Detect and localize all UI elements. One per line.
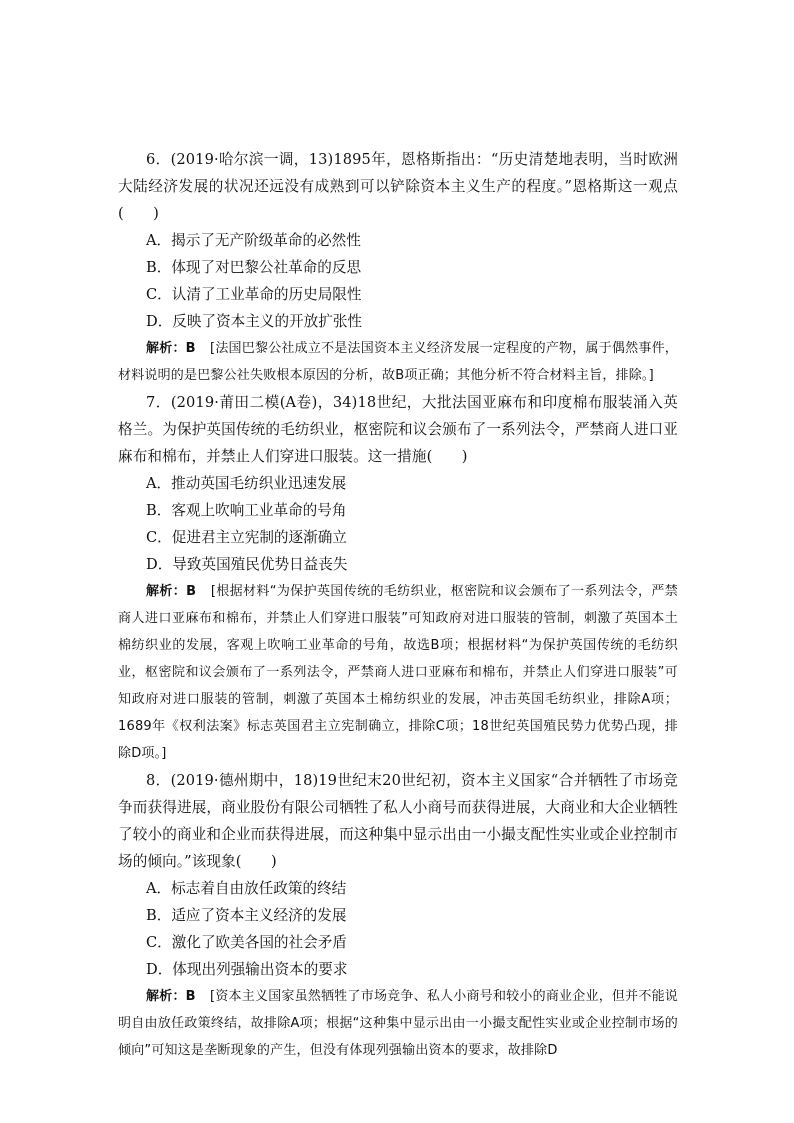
- analysis-label: 解析：B: [146, 584, 197, 599]
- option-a: A．揭示了无产阶级革命的必然性: [146, 232, 361, 249]
- analysis-label: 解析：B: [146, 989, 196, 1004]
- option-d: D．导致英国殖民优势日益丧失: [146, 556, 348, 573]
- analysis-label: 解析：B: [146, 341, 196, 356]
- option-d: D．体现出列强输出资本的要求: [146, 961, 348, 978]
- analysis: [118, 983, 678, 1064]
- option-c: C．认清了工业革命的历史局限性: [146, 286, 362, 303]
- option-b: B．客观上吹响工业革命的号角: [146, 502, 347, 519]
- option-a: A．推动英国毛纺织业迅速发展: [146, 475, 347, 492]
- option-b: B．体现了对巴黎公社革命的反思: [146, 259, 362, 276]
- question-stem: 6．(2019·哈尔滨一调，13)1895年，恩格斯指出：“历史清楚地表明，当时欧洲大陆经济发展的状况还远没有成熟到可以铲除资本主义生产的程度。”恩格斯这一观点( ): [118, 151, 678, 222]
- question-8: [118, 767, 678, 1064]
- question-7: [118, 389, 678, 767]
- question-6: [118, 146, 678, 389]
- question-stem: 7．(2019·莆田二模(A卷)，34)18世纪，大批法国亚麻布和印度棉布服装涌入英格兰。为保护英国传统的毛纺织业，枢密院和议会颁布了一系列法令，严禁商人进口亚麻布和棉布，并禁止人们穿进口服装。这一措施( ): [118, 394, 678, 465]
- option-d: D．反映了资本主义的开放扩张性: [146, 313, 363, 330]
- analysis: [118, 335, 678, 389]
- option-a: A．标志着自由放任政策的终结: [146, 880, 347, 897]
- option-b: B．适应了资本主义经济的发展: [146, 907, 347, 924]
- page-content: [118, 146, 678, 1064]
- option-c: C．激化了欧美各国的社会矛盾: [146, 934, 347, 951]
- analysis-text: [法国巴黎公社成立不是法国资本主义经济发展一定程度的产物，属于偶然事件，材料说明的是巴黎公社失败根本原因的分析，故B项正确；其他分析不符合材料主旨，排除。]: [118, 341, 679, 383]
- option-c: C．促进君主立宪制的逐渐确立: [146, 529, 347, 546]
- question-stem: 8．(2019·德州期中，18)19世纪末20世纪初，资本主义国家“合并牺牲了市场竞争而获得进展，商业股份有限公司牺牲了私人小商号而获得进展，大商业和大企业牺牲了较小的商业和企业而获得进展，而这种集中显示出由一小撮支配性实业或企业控制市场的倾向。”该现象( ): [118, 772, 678, 870]
- analysis: [118, 578, 678, 767]
- analysis-text: [资本主义国家虽然牺牲了市场竞争、私人小商号和较小的商业企业，但并不能说明自由放任政策终结，故排除A项；根据“这种集中显示出由一小撮支配性实业或企业控制市场的倾向”可知这是垄断现象的产生，但没有体现列强输出资本的要求，故排除D: [118, 989, 679, 1058]
- analysis-text: [根据材料“为保护英国传统的毛纺织业，枢密院和议会颁布了一系列法令，严禁商人进口亚麻布和棉布，并禁止人们穿进口服装”可知政府对进口服装的管制，刺激了英国本土棉纺织业的发展，客观上吹响工业革命的号角，故选B项；根据材料“为保护英国传统的毛纺织业，枢密院和议会颁布了一系列法令，严禁商人进口亚麻布和棉布，并禁止人们穿进口服装”可知政府对进口服装的管制，刺激了英国本土棉纺织业的发展，冲击英国毛纺织业，排除A项；1689年《权利法案》标志英国君主立宪制确立，排除C项；18世纪英国殖民势力优势凸现，排除D项。]: [118, 584, 678, 761]
